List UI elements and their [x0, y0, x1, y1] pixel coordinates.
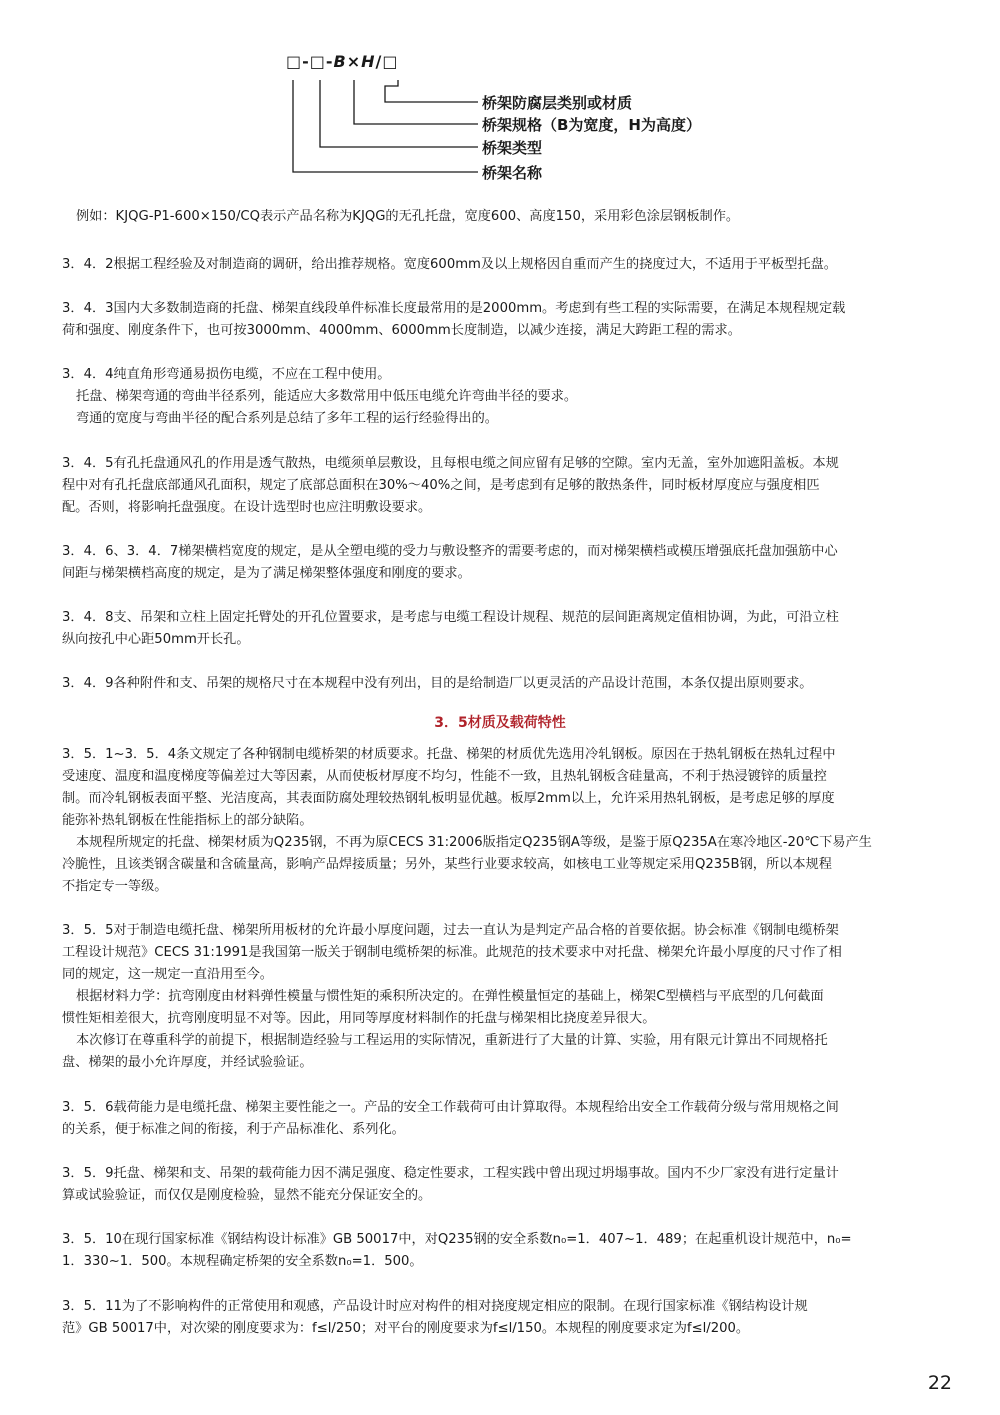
paragraph-3-4-2: 3．4．2根据工程经验及对制造商的调研，给出推荐规格。宽度600mm及以上规格因自重而产生的挠度过大，不适用于平板型托盘。: [62, 257, 837, 272]
paragraph-example: 例如：KJQG-P1-600×150/CQ表示产品名称为KJQG的无孔托盘，宽度600、高度150，采用彩色涂层钢板制作。: [76, 209, 740, 224]
paragraph-3-4-5: 3．4．5有孔托盘通风孔的作用是透气散热，电缆须单层敷设，且每根电缆之间应留有足够的空隙。室内无盖，室外加遮阳盖板。本规 程中对有孔托盘底部通风孔面积，规定了底部总面积在30%～40%之间，是考虑到有足够的散热条件，同时板材厚度应与强度相匹 配。否则，将影响托盘强度。在设计选型时也应注明敷设要求。: [62, 456, 839, 515]
paragraph-3-4-9: 3．4．9各种附件和支、吊架的规格尺寸在本规程中没有列出，目的是给制造厂以更灵活的产品设计范围，本条仅提出原则要求。: [62, 676, 813, 691]
paragraph-3-5-1: 3．5．1~3．5．4条文规定了各种钢制电缆桥架的材质要求。托盘、梯架的材质优先选用冷轧钢板。原因在于热轧钢板在热轧过程中 受速度、温度和温度梯度等偏差过大等因素，从而使板材厚度不均匀，性能不一致，且热轧钢板含硅量高，不利于热浸镀锌的质量控 制。而冷轧钢板表面平整、光洁度高，其表面防腐处理较热钢轧板明显优越。板厚2mm以上，允许采用热轧钢板，是考虑足够的厚度 能弥补热轧钢板在性能指标上的部分缺陷。 本规程所规定的托盘、梯架材质为Q235钢，不再为原CECS 31:2006版指定Q235钢A等级，是鉴于原Q235A在寒冷地区-20℃下易产生 冷脆性，且该类钢含碳量和含硫量高，影响产品焊接质量；另外，某些行业要求较高，如核电工业等规定采用Q235B钢，所以本规程 不指定专一等级。: [62, 747, 872, 894]
paragraph-3-4-8: 3．4．8支、吊架和立柱上固定托臂处的开孔位置要求，是考虑与电缆工程设计规程、规范的层间距离规定值相协调，为此，可沿立柱 纵向按孔中心距50mm开长孔。: [62, 610, 839, 647]
code-format: □-□-B×H/□: [286, 52, 399, 71]
paragraph-3-5-6: 3．5．6载荷能力是电缆托盘、梯架主要性能之一。产品的安全工作载荷可由计算取得。本规程给出安全工作载荷分级与常用规格之间 的关系，便于标准之间的衔接，利于产品标准化、系列化。: [62, 1100, 839, 1137]
code-box-material: □: [382, 52, 399, 71]
paragraph-3-5-10: 3．5．10在现行国家标准《钢结构设计标准》GB 50017中，对Q235钢的安全系数n₀=1．407~1．489；在起重机设计规范中，n₀= 1．330~1．500。本规程确定桥架的安全系数n₀=1．500。: [62, 1232, 852, 1269]
code-diagram: [286, 52, 746, 192]
code-box-name: □: [286, 52, 303, 71]
code-label-spec: 桥架规格（B为宽度，H为高度）: [482, 116, 701, 134]
paragraph-3-4-4: 3．4．4纯直角形弯通易损伤电缆，不应在工程中使用。 托盘、梯架弯通的弯曲半径系列，能适应大多数常用中低压电缆允许弯曲半径的要求。 弯通的宽度与弯曲半径的配合系列是总结了多年工程的运行经验得出的。: [62, 367, 578, 426]
code-label-type: 桥架类型: [482, 139, 543, 157]
code-label-name: 桥架名称: [482, 164, 543, 182]
paragraph-3-5-9: 3．5．9托盘、梯架和支、吊架的载荷能力因不满足强度、稳定性要求，工程实践中曾出现过坍塌事故。国内不少厂家没有进行定量计 算或试验验证，而仅仅是刚度检验，显然不能充分保证安全的。: [62, 1166, 839, 1203]
section-title: 3．5材质及载荷特性: [434, 715, 566, 731]
paragraph-3-4-3: 3．4．3国内大多数制造商的托盘、梯架直线段单件标准长度最常用的是2000mm。考虑到有些工程的实际需要，在满足本规程规定载 荷和强度、刚度条件下，也可按3000mm、4000mm、6000mm长度制造，以减少连接，满足大跨距工程的需求。: [62, 301, 846, 338]
code-box-type: □: [309, 52, 326, 71]
paragraph-3-5-11: 3．5．11为了不影响构件的正常使用和观感，产品设计时应对构件的相对挠度规定相应的限制。在现行国家标准《钢结构设计规 范》GB 50017中，对次梁的刚度要求为：f≤l/250；对平台的刚度要求为f≤l/150。本规程的刚度要求定为f≤l/200。: [62, 1299, 808, 1336]
code-label-material: 桥架防腐层类别或材质: [482, 94, 633, 112]
paragraph-3-5-5: 3．5．5对于制造电缆托盘、梯架所用板材的允许最小厚度问题，过去一直认为是判定产品合格的首要依据。协会标准《钢制电缆桥架 工程设计规范》CECS 31:1991是我国第一版关于钢制电缆桥架的标准。此规范的技术要求中对托盘、梯架允许最小厚度的尺寸作了相 同的规定，这一规定一直沿用至今。 根据材料力学：抗弯刚度由材料弹性模量与惯性矩的乘积所决定的。在弹性模量恒定的基础上，梯架C型横档与平底型的几何截面 惯性矩相差很大，抗弯刚度明显不对等。因此，用同等厚度材料制作的托盘与梯架相比挠度差异很大。 本次修订在尊重科学的前提下，根据制造经验与工程运用的实际情况，重新进行了大量的计算、实验，用有限元计算出不同规格托 盘、梯架的最小允许厚度，并经试验验证。: [62, 923, 842, 1070]
page-number: 22: [927, 1372, 952, 1394]
paragraph-3-4-6: 3．4．6、3．4．7梯架横档宽度的规定，是从全塑电缆的受力与敷设整齐的需要考虑的，而对梯架横档或模压增强底托盘加强筋中心 间距与梯架横档高度的规定，是为了满足梯架整体强度和刚度的要求。: [62, 544, 838, 581]
code-bxh: B×H: [333, 52, 376, 71]
